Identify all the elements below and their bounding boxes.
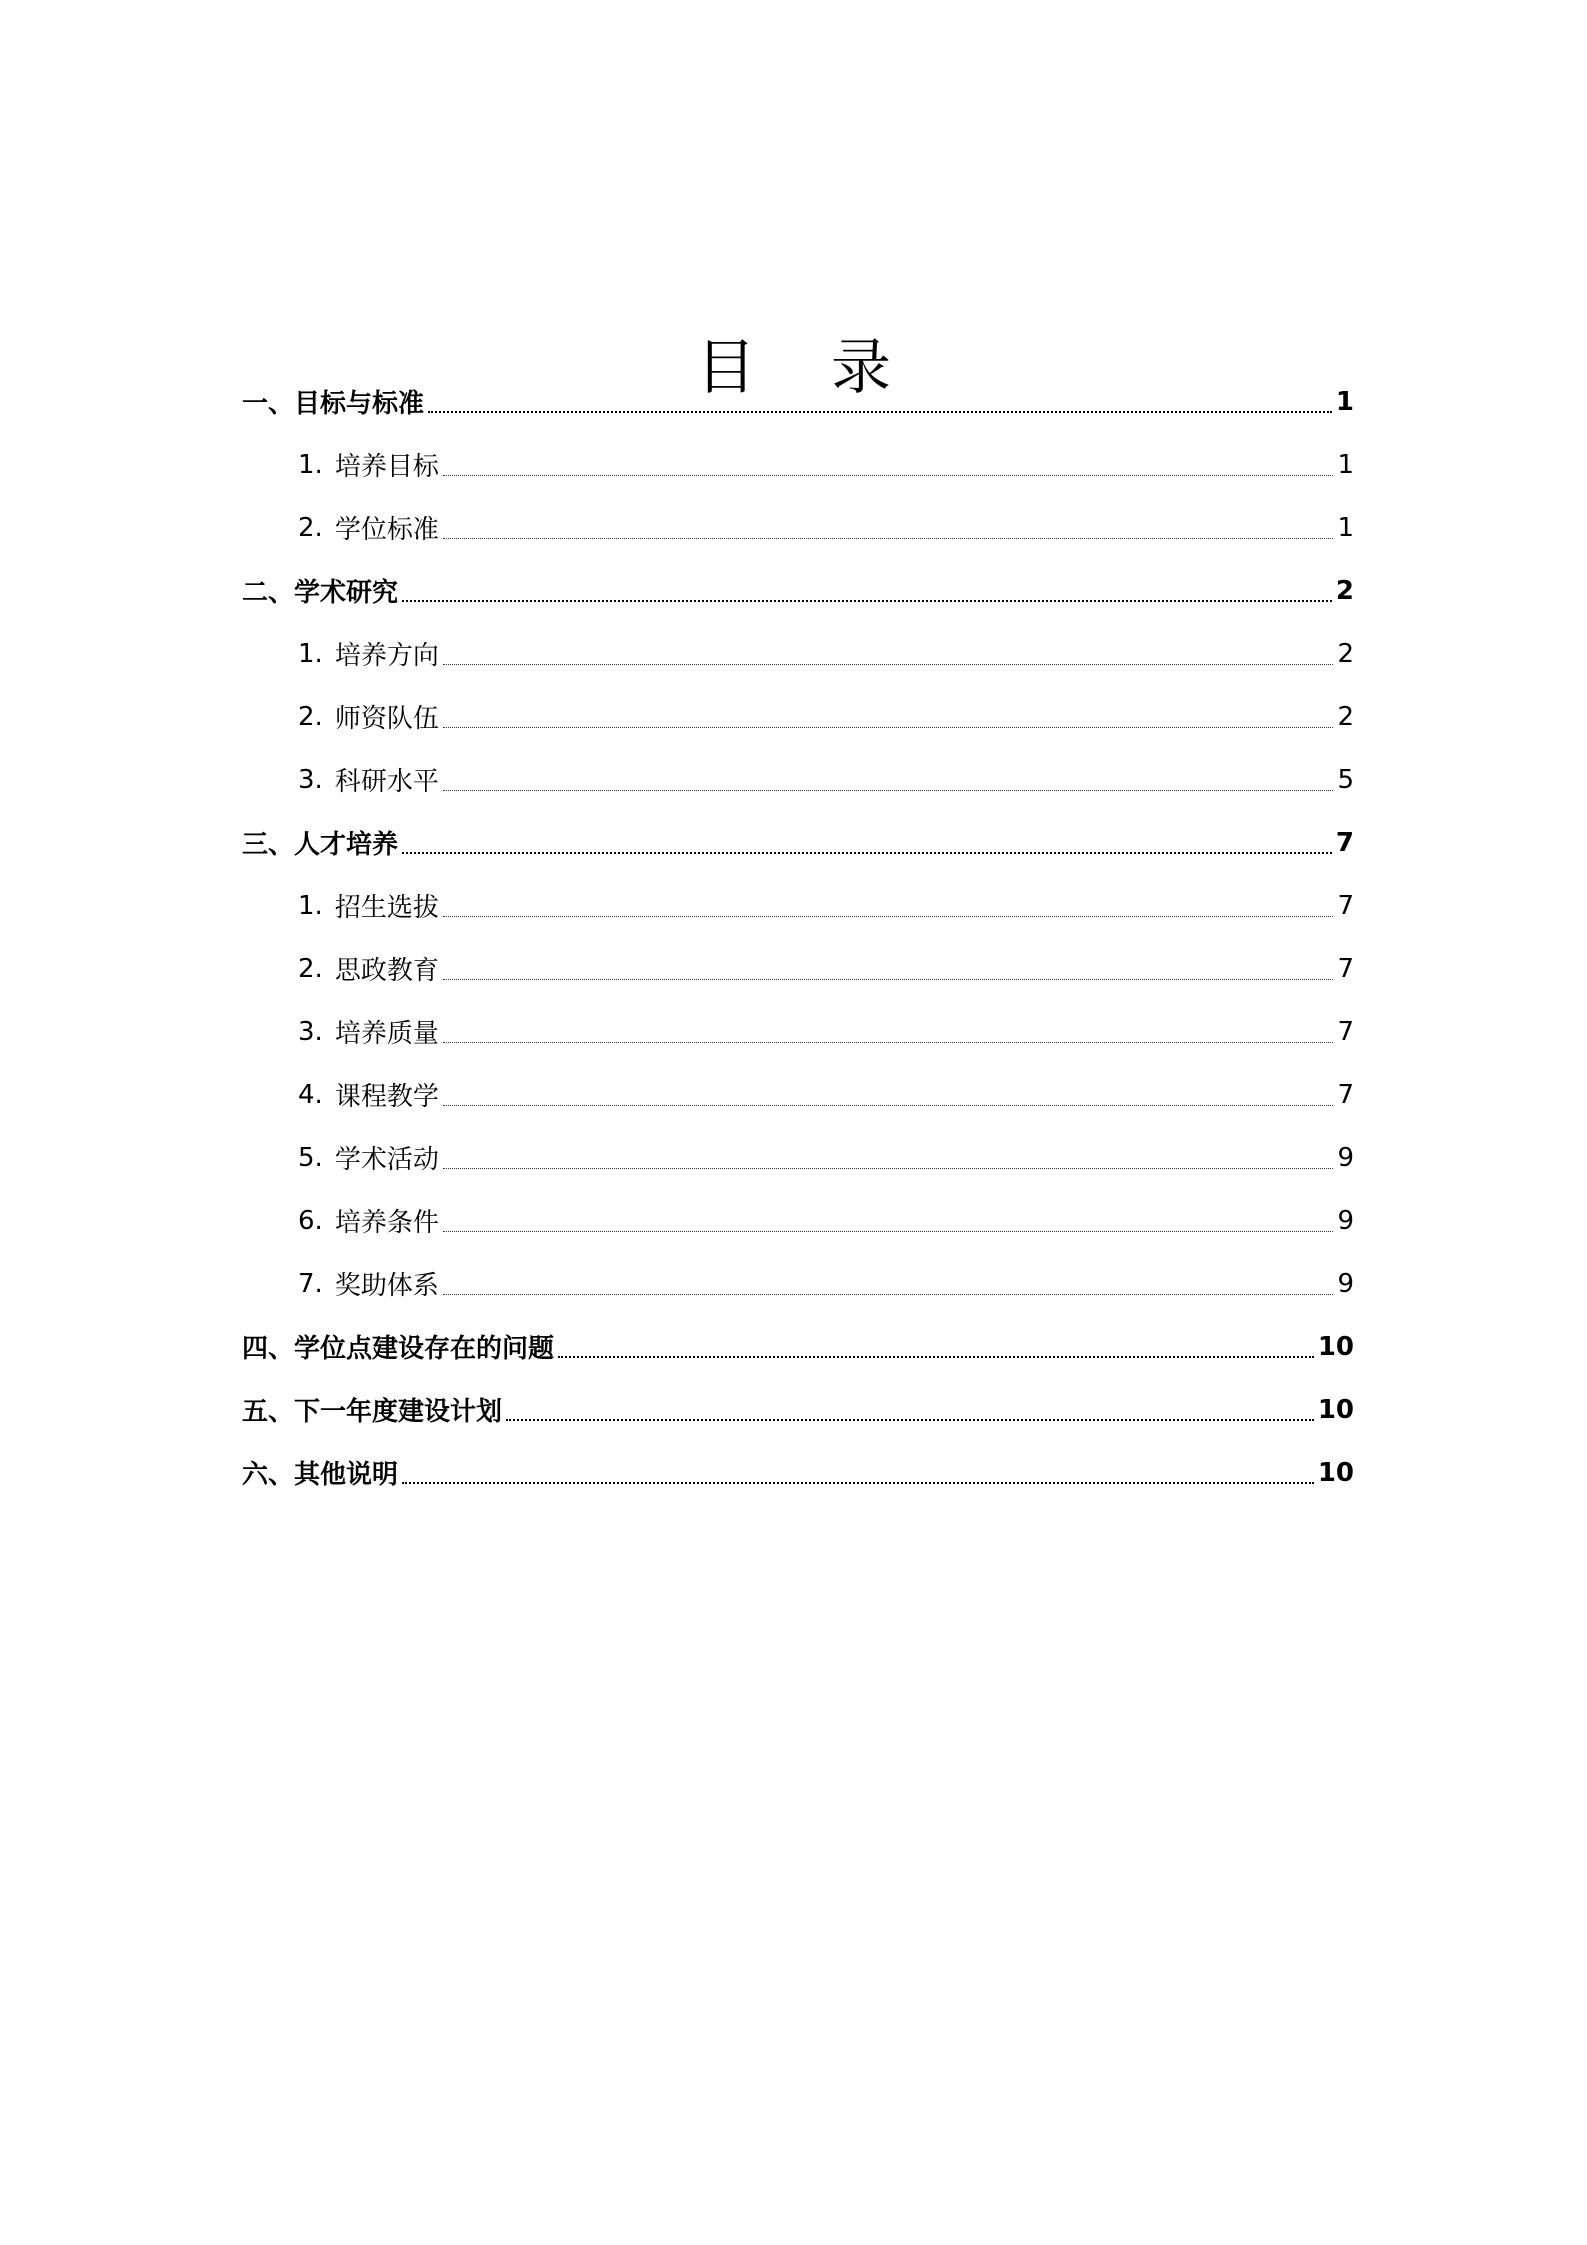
toc-entry-number: 二、 [242, 578, 295, 608]
toc-entry-label: 其他说明 [294, 1460, 399, 1490]
toc-entry[interactable] [242, 1315, 1354, 1378]
toc-entry-label: 培养质量 [334, 1019, 439, 1049]
toc-entry-number: 1. [298, 449, 323, 480]
toc-entry-page: 9 [1337, 1142, 1354, 1173]
toc-entry-label: 下一年度建设计划 [294, 1397, 503, 1427]
toc-entry-number: 1. [298, 638, 323, 669]
toc-entry-number: 6. [298, 1205, 323, 1236]
toc-subentry[interactable] [242, 685, 1354, 748]
toc-subentry[interactable] [242, 937, 1354, 1000]
toc-entry[interactable] [242, 559, 1354, 622]
toc-dot-leader [402, 1464, 1314, 1490]
toc-entry-page: 2 [1335, 575, 1354, 606]
toc-dot-leader [428, 393, 1332, 419]
toc-entry-label: 学位点建设存在的问题 [294, 1334, 555, 1364]
toc-entry-page: 10 [1317, 1394, 1354, 1425]
toc-entry-number: 一、 [242, 389, 295, 419]
toc-dot-leader [443, 897, 1334, 923]
toc-entry-label: 培养条件 [334, 1208, 439, 1238]
toc-entry-page: 2 [1337, 701, 1354, 732]
toc-dot-leader [506, 1401, 1314, 1427]
toc-entry-label: 学术研究 [294, 578, 399, 608]
toc-dot-leader [558, 1338, 1314, 1364]
toc-entry-page: 7 [1337, 953, 1354, 984]
toc-dot-leader [443, 1023, 1334, 1049]
toc-dot-leader [443, 708, 1334, 734]
toc-entry-number: 六、 [242, 1460, 295, 1490]
toc-dot-leader [443, 456, 1334, 482]
toc-subentry[interactable] [242, 622, 1354, 685]
toc-dot-leader [443, 645, 1334, 671]
toc-entry-number: 3. [298, 764, 323, 795]
toc-entry-page: 9 [1337, 1268, 1354, 1299]
toc-entry-page: 1 [1337, 512, 1354, 543]
toc-entry-number: 7. [298, 1268, 323, 1299]
toc-entry-page: 7 [1335, 827, 1354, 858]
toc-entry-number: 2. [298, 701, 323, 732]
toc-entry-page: 10 [1317, 1331, 1354, 1362]
toc-entry-label: 师资队伍 [334, 704, 439, 734]
toc-entry-number: 4. [298, 1079, 323, 1110]
toc-entry-number: 2. [298, 953, 323, 984]
toc-entry-label: 人才培养 [294, 830, 399, 860]
toc-entry[interactable] [242, 370, 1354, 433]
toc-entry-page: 1 [1335, 386, 1354, 417]
toc-entry-label: 目标与标准 [294, 389, 425, 419]
toc-entry-page: 7 [1337, 1079, 1354, 1110]
toc-entry-label: 思政教育 [334, 956, 439, 986]
toc-subentry[interactable] [242, 496, 1354, 559]
page-title: 目 录 [695, 333, 920, 404]
toc-entry[interactable] [242, 1378, 1354, 1441]
toc-entry-label: 科研水平 [334, 767, 439, 797]
toc-subentry[interactable] [242, 433, 1354, 496]
toc-entry-number: 3. [298, 1016, 323, 1047]
toc-subentry[interactable] [242, 748, 1354, 811]
toc-entry-page: 7 [1337, 890, 1354, 921]
toc-dot-leader [443, 1212, 1334, 1238]
toc-entry-number: 五、 [242, 1397, 295, 1427]
toc-dot-leader [402, 582, 1332, 608]
toc-subentry[interactable] [242, 1189, 1354, 1252]
toc-dot-leader [443, 1086, 1334, 1112]
toc-entry-label: 课程教学 [334, 1082, 439, 1112]
toc-entry-label: 培养方向 [334, 641, 439, 671]
toc-entry-page: 10 [1317, 1457, 1354, 1488]
toc-subentry[interactable] [242, 1126, 1354, 1189]
toc-entry-number: 三、 [242, 830, 295, 860]
toc-dot-leader [443, 960, 1334, 986]
toc-subentry[interactable] [242, 1252, 1354, 1315]
toc-dot-leader [443, 771, 1334, 797]
toc-entry-label: 培养目标 [334, 452, 439, 482]
toc-dot-leader [402, 834, 1332, 860]
toc-entry-number: 1. [298, 890, 323, 921]
toc-dot-leader [443, 1275, 1334, 1301]
toc-dot-leader [443, 519, 1334, 545]
toc-entry-page: 1 [1337, 449, 1354, 480]
toc-entry-number: 5. [298, 1142, 323, 1173]
toc-subentry[interactable] [242, 874, 1354, 937]
table-of-contents [242, 370, 1354, 1504]
toc-entry[interactable] [242, 811, 1354, 874]
toc-entry-page: 5 [1337, 764, 1354, 795]
toc-entry-page: 2 [1337, 638, 1354, 669]
toc-dot-leader [443, 1149, 1334, 1175]
toc-subentry[interactable] [242, 1000, 1354, 1063]
toc-entry-page: 7 [1337, 1016, 1354, 1047]
toc-subentry[interactable] [242, 1063, 1354, 1126]
toc-entry-label: 学位标准 [334, 515, 439, 545]
toc-entry-page: 9 [1337, 1205, 1354, 1236]
toc-entry-label: 奖助体系 [334, 1271, 439, 1301]
toc-entry-label: 招生选拔 [334, 893, 439, 923]
toc-entry-number: 2. [298, 512, 323, 543]
toc-entry[interactable] [242, 1441, 1354, 1504]
toc-entry-number: 四、 [242, 1334, 295, 1364]
toc-entry-label: 学术活动 [334, 1145, 439, 1175]
